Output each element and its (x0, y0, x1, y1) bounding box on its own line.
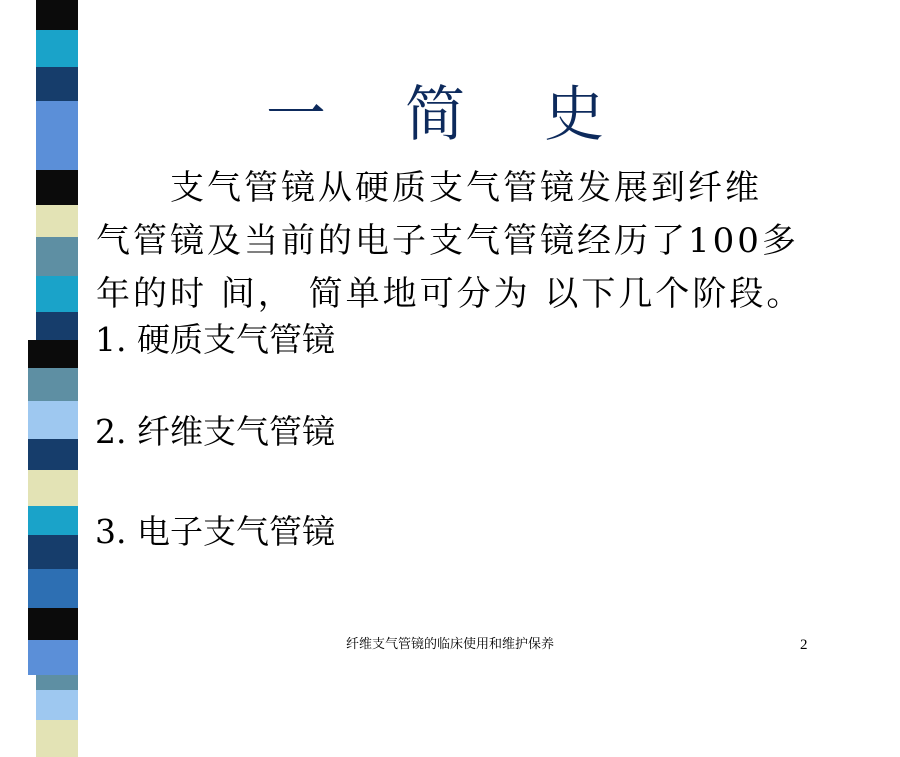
intro-line: 支气管镜从硬质支气管镜发展到纤维 (96, 168, 762, 208)
stripe-block (28, 368, 78, 401)
stripe-block (28, 439, 78, 470)
page-number: 2 (800, 637, 808, 653)
stripe-block (28, 340, 78, 368)
stripe-block (28, 470, 78, 506)
list-item-electronic-bronchoscope: 3. 电子支气管镜 (95, 512, 335, 551)
stripe-block (28, 535, 78, 569)
slide-footer: 纤维支气管镜的临床使用和维护保养 (345, 637, 554, 652)
intro-line: 气管镜及当前的电子支气管镜经历了100多 (96, 221, 799, 261)
stripe-block (28, 401, 78, 439)
intro-line: 年的时 间， 简单地可分为 以下几个阶段。 (96, 274, 804, 314)
stripe-block (36, 690, 78, 720)
slide-title: 一 简 史 (265, 80, 635, 150)
stripe-block (36, 720, 78, 757)
stripe-block (28, 506, 78, 535)
intro-paragraph (96, 162, 886, 321)
stripe-block (28, 569, 78, 608)
list-item-hard-bronchoscope: 1. 硬质支气管镜 (95, 320, 335, 359)
list-item-fiber-bronchoscope: 2. 纤维支气管镜 (95, 412, 335, 451)
